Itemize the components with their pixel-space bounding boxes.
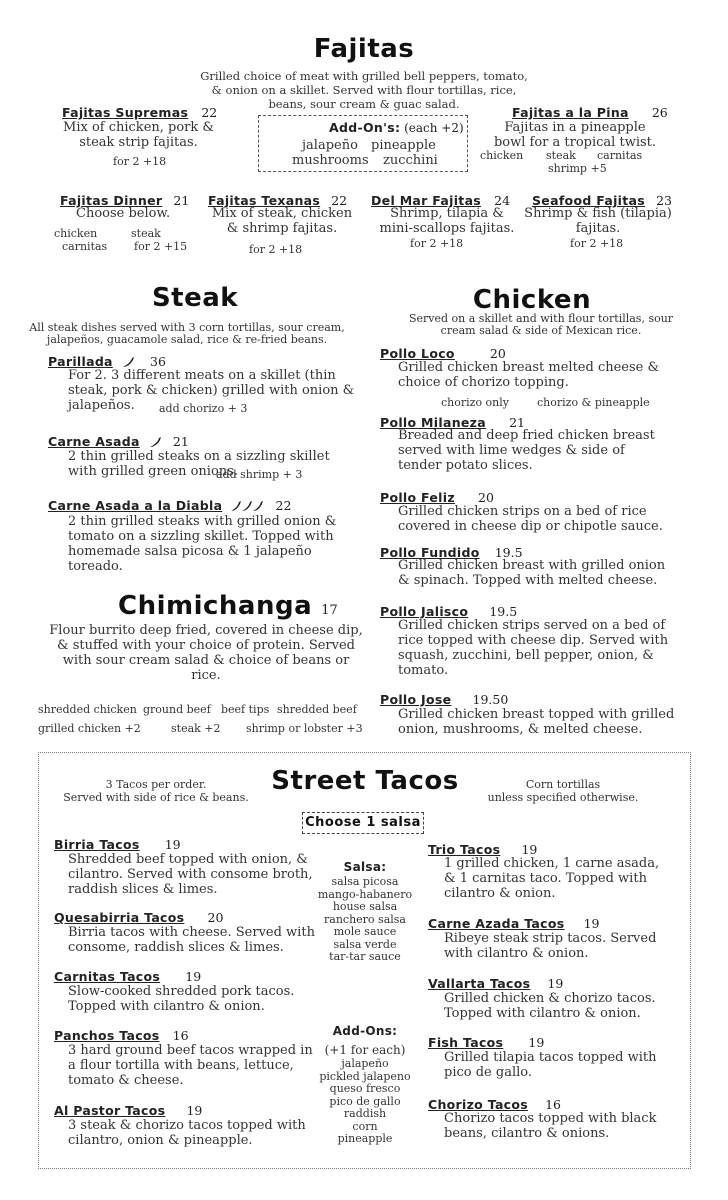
- addon-item: pineapple: [337, 1132, 393, 1145]
- item-price: 19: [164, 837, 181, 852]
- three-peppers-icon: [230, 500, 264, 512]
- fajitas-seafood-note: for 2 +18: [570, 237, 624, 250]
- addon-item: raddish: [343, 1107, 387, 1120]
- item-name: Al Pastor Tacos: [54, 1103, 166, 1118]
- item-price: 22: [331, 193, 348, 208]
- item-name: Fajitas a la Pina: [512, 105, 629, 120]
- item-name: Parillada: [48, 354, 113, 369]
- item-name: Fajitas Supremas: [62, 105, 189, 120]
- item-name: Seafood Fajitas: [532, 193, 645, 208]
- item-price: 19: [521, 842, 538, 857]
- tacos-vallarta: [428, 973, 563, 992]
- pina-option-chicken: chicken: [480, 149, 524, 162]
- loco-option-chorizo-pineapple: chorizo & pineapple: [537, 396, 650, 409]
- chimichanga-header: [118, 591, 338, 621]
- item-name: Trio Tacos: [428, 842, 501, 857]
- tacos-azada: [428, 913, 600, 932]
- item-name: Chorizo Tacos: [428, 1097, 529, 1112]
- chicken-milaneza-desc: Breaded and deep fried chicken breast served with lime wedges & side of tender potato slices.: [398, 428, 655, 473]
- fajitas-supremas-note: for 2 +18: [113, 155, 167, 168]
- item-name: Fajitas Texanas: [208, 193, 321, 208]
- item-price: 19.5: [489, 604, 518, 619]
- tacos-addons-title: Add-Ons:: [332, 1024, 398, 1038]
- fajitas-texanas-desc: Mix of steak, chicken & shrimp fajitas.: [211, 206, 353, 236]
- pina-option-carnitas: carnitas: [597, 149, 643, 162]
- pina-option-shrimp: shrimp +5: [548, 162, 607, 175]
- steak-asada: [48, 431, 189, 450]
- item-price: 26: [651, 105, 668, 120]
- chicken-fundido-desc: Grilled chicken breast with grilled onion & spinach. Topped with melted cheese.: [398, 558, 666, 588]
- item-price: 23: [656, 193, 672, 208]
- item-name: Pollo Jose: [380, 692, 452, 707]
- chimichanga-price: 17: [321, 603, 338, 618]
- dinner-option-steak: steak: [131, 227, 161, 240]
- item-name: Pollo Fundido: [380, 545, 480, 560]
- salsa-item: salsa verde: [333, 937, 397, 951]
- addon-item: pickled jalapeno: [319, 1069, 411, 1083]
- tacos-quesabirria: [54, 907, 223, 926]
- item-price: 19: [528, 1035, 545, 1050]
- item-name: Carne Azada Tacos: [428, 916, 565, 931]
- item-price: 16: [172, 1028, 189, 1043]
- dinner-option-chicken: chicken: [54, 227, 98, 240]
- pepper-icon: [148, 436, 162, 448]
- fajitas-addons-box: [258, 115, 468, 172]
- chimichanga-heading: Chimichanga: [118, 591, 313, 621]
- steak-heading: Steak: [151, 283, 239, 313]
- tacos-birria: [54, 834, 181, 853]
- tacos-pastor-desc: 3 steak & chorizo tacos topped with cilantro, onion & pineapple.: [68, 1118, 306, 1148]
- tacos-birria-desc: Shredded beef topped with onion, & cilantro. Served with consome broth, raddish slices & limes.: [68, 852, 313, 897]
- loco-option-chorizo-only: chorizo only: [441, 396, 509, 409]
- tacos-fish-desc: Grilled tilapia tacos topped with pico de gallo.: [444, 1050, 657, 1080]
- item-name: Carne Asada: [48, 434, 140, 449]
- chicken-jose-desc: Grilled chicken breast topped with grilled onion, mushrooms, & melted cheese.: [398, 707, 675, 737]
- tacos-vallarta-desc: Grilled chicken & chorizo tacos. Topped with cilantro & onion.: [444, 991, 656, 1021]
- chimi-option-steak: steak +2: [171, 722, 221, 735]
- item-price: 21: [509, 415, 525, 430]
- fajitas-supremas-desc: Mix of chicken, pork & steak strip fajitas.: [63, 120, 214, 150]
- addon-mushrooms: mushrooms: [292, 153, 369, 168]
- item-price: 21: [172, 434, 189, 449]
- pina-option-steak: steak: [546, 149, 576, 162]
- item-name: Carnitas Tacos: [54, 969, 161, 984]
- chimi-option-ground-beef: ground beef: [143, 703, 211, 716]
- steak-asada-extra: add shrimp + 3: [216, 468, 303, 481]
- tacos-right-note-1: Corn tortillas: [525, 778, 601, 791]
- item-name: Pollo Milaneza: [380, 415, 486, 430]
- chimi-option-shredded-beef: shredded beef: [277, 703, 357, 716]
- addons-title: Add-On's:: [329, 120, 401, 135]
- chimi-option-shrimp-lobster: shrimp or lobster +3: [246, 722, 363, 735]
- tacos-carnitas: [54, 966, 201, 985]
- steak-diabla-desc: 2 thin grilled steaks with grilled onion & tomato on a sizzling skillet. Topped with homemade salsa picosa & 1 jalapeño toreado.: [68, 514, 337, 574]
- item-name: Vallarta Tacos: [428, 976, 531, 991]
- tacos-pastor: [54, 1100, 202, 1119]
- tacos-quesabirria-desc: Birria tacos with cheese. Served with consome, raddish slices & limes.: [68, 925, 315, 955]
- tacos-carnitas-desc: Slow-cooked shredded pork tacos. Topped with cilantro & onion.: [68, 984, 295, 1014]
- dinner-option-carnitas: carnitas: [62, 240, 108, 253]
- item-price: 19.50: [472, 692, 509, 707]
- item-price: 20: [489, 346, 506, 361]
- tacos-right-note-2: unless specified otherwise.: [487, 791, 639, 804]
- chimi-option-beef-tips: beef tips: [221, 703, 270, 716]
- item-price: 20: [478, 490, 494, 505]
- fajitas-dinner-desc: Choose below.: [76, 206, 171, 221]
- tacos-panchos: [54, 1025, 189, 1044]
- addons-note: (each +2): [404, 121, 464, 135]
- item-price: 19: [583, 916, 600, 931]
- fajitas-intro: Grilled choice of meat with grilled bell peppers, tomato, & onion on a skillet. Served with flour tortillas, rice, beans, sour cream & guac salad.: [200, 69, 528, 111]
- item-name: Pollo Feliz: [380, 490, 455, 505]
- item-price: 22: [275, 498, 292, 513]
- addon-item: corn: [352, 1119, 378, 1133]
- fajitas-delmar-desc: Shrimp, tilapia & mini-scallops fajitas.: [379, 206, 515, 236]
- tacos-fish: [428, 1032, 544, 1051]
- fajitas-seafood-desc: Shrimp & fish (tilapia) fajitas.: [524, 206, 672, 236]
- item-name: Pollo Jalisco: [380, 604, 469, 619]
- chimichanga-desc: Flour burrito deep fried, covered in cheese dip, & stuffed with your choice of protein. Served with sour cream salad & choice of beans or rice.: [49, 623, 363, 683]
- item-price: 16: [545, 1097, 562, 1112]
- chimi-option-shredded-chicken: shredded chicken: [38, 703, 137, 716]
- addon-item: jalapeño: [341, 1057, 389, 1070]
- tacos-heading: Street Tacos: [271, 766, 459, 796]
- addon-pineapple: pineapple: [371, 138, 436, 153]
- fajitas-supremas: [62, 102, 217, 121]
- item-price: 19: [185, 969, 202, 984]
- steak-parillada-desc: For 2. 3 different meats on a skillet (thin steak, pork & chicken) grilled with onion & jalapeños.: [68, 368, 355, 413]
- item-price: 21: [173, 193, 190, 208]
- fajitas-heading: Fajitas: [313, 34, 415, 64]
- item-name: Fish Tacos: [428, 1035, 504, 1050]
- item-name: Pollo Loco: [380, 346, 455, 361]
- steak-intro: All steak dishes served with 3 corn tortillas, sour cream, jalapeños, guacamole salad, rice & re-fried beans.: [29, 321, 345, 346]
- salsa-item: mango-habanero: [317, 887, 413, 901]
- addon-jalapeno: jalapeño: [302, 138, 358, 153]
- steak-diabla: [48, 495, 291, 514]
- fajitas-pina-desc: Fajitas in a pineapple bowl for a tropical twist.: [493, 120, 657, 150]
- choose-salsa-banner: Choose 1 salsa: [302, 812, 424, 834]
- fajitas-pina: [512, 102, 668, 121]
- salsa-item: mole sauce: [333, 925, 397, 938]
- tacos-addons-list: [300, 1058, 430, 1146]
- tacos-azada-desc: Ribeye steak strip tacos. Served with cilantro & onion.: [444, 931, 657, 961]
- chicken-intro: Served on a skillet and with flour tortillas, sour cream salad & side of Mexican rice.: [408, 312, 674, 337]
- salsa-item: house salsa: [332, 900, 398, 913]
- item-price: 24: [494, 193, 511, 208]
- addons-header: [329, 120, 464, 135]
- tacos-panchos-desc: 3 hard ground beef tacos wrapped in a flour tortilla with beans, lettuce, tomato & cheese.: [68, 1043, 313, 1088]
- item-name: Carne Asada a la Diabla: [48, 498, 223, 513]
- addon-item: queso fresco: [329, 1082, 401, 1095]
- item-name: Quesabirria Tacos: [54, 910, 185, 925]
- chimi-option-grilled-chicken: grilled chicken +2: [38, 722, 141, 735]
- item-price: 22: [201, 105, 218, 120]
- chicken-loco-desc: Grilled chicken breast melted cheese & choice of chorizo topping.: [398, 360, 660, 390]
- item-name: Fajitas Dinner: [60, 193, 163, 208]
- tacos-left-note-2: Served with side of rice & beans.: [63, 791, 249, 804]
- addon-item: pico de gallo: [329, 1094, 401, 1108]
- chicken-heading: Chicken: [472, 285, 592, 315]
- salsa-item: ranchero salsa: [324, 912, 406, 926]
- fajitas-delmar-note: for 2 +18: [410, 237, 464, 250]
- dinner-option-for2: for 2 +15: [134, 240, 188, 253]
- steak-asada-desc: 2 thin grilled steaks on a sizzling skillet with grilled green onions.: [68, 449, 330, 479]
- item-name: Panchos Tacos: [54, 1028, 160, 1043]
- salsa-list: [300, 876, 430, 964]
- tacos-left-note-1: 3 Tacos per order.: [105, 778, 207, 791]
- item-price: 19: [186, 1103, 203, 1118]
- item-price: 19: [547, 976, 564, 991]
- salsa-title: Salsa:: [343, 860, 387, 874]
- tacos-addons-note: (+1 for each): [324, 1043, 406, 1057]
- tacos-chorizo-desc: Chorizo tacos topped with black beans, cilantro & onions.: [444, 1111, 657, 1141]
- tacos-trio-desc: 1 grilled chicken, 1 carne asada, & 1 carnitas taco. Topped with cilantro & onion.: [444, 856, 660, 901]
- salsa-item: salsa picosa: [331, 875, 399, 888]
- chicken-feliz-desc: Grilled chicken strips on a bed of rice covered in cheese dip or chipotle sauce.: [398, 504, 663, 534]
- item-price: 36: [150, 354, 166, 369]
- chicken-jose: [380, 689, 508, 708]
- addon-zucchini: zucchini: [383, 153, 438, 168]
- item-price: 19.5: [494, 545, 523, 560]
- chicken-jalisco-desc: Grilled chicken strips served on a bed of rice topped with cheese dip. Served with squash, zucchini, bell pepper, onion, & tomato.: [398, 618, 669, 678]
- salsa-item: tar-tar sauce: [329, 950, 401, 963]
- fajitas-texanas-note: for 2 +18: [249, 243, 303, 256]
- steak-parillada-extra: add chorizo + 3: [159, 402, 248, 415]
- item-name: Del Mar Fajitas: [371, 193, 482, 208]
- pepper-icon: [121, 356, 135, 368]
- item-price: 20: [207, 910, 224, 925]
- item-name: Birria Tacos: [54, 837, 140, 852]
